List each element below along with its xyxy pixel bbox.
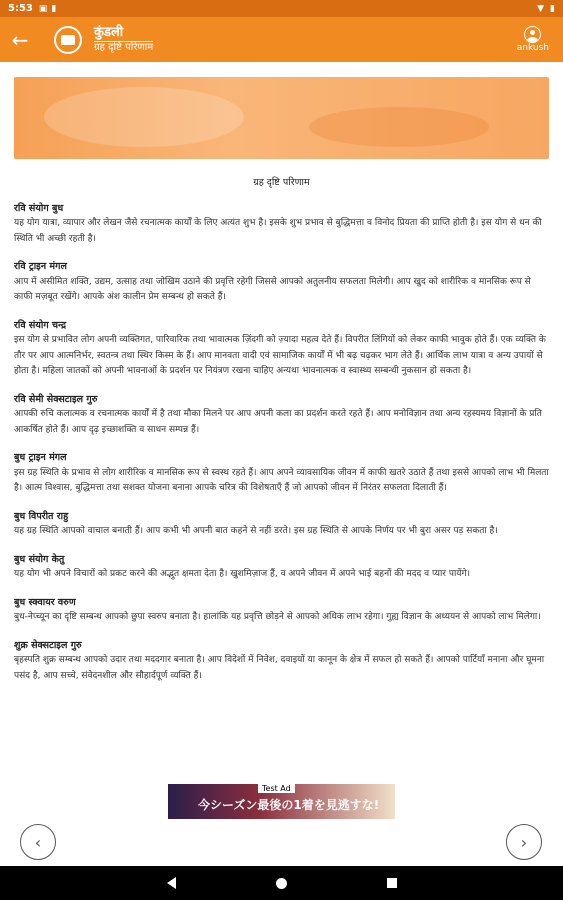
section-text: आप में असीमित शक्ति, उद्यम, उत्साह तथा जोखिम उठाने की प्रवृत्ति रहेगी जिससे आपको अतुलनीय सफलता मिलेगी। आप खुद को शारीरिक व मानसिक रूप से काफी मज़बूत रखेंगे। आपके अंश कालीन प्रेम सम्बन्ध हो सकते हैं। — [14, 276, 531, 302]
section-title: बुध ट्राइन मंगल — [14, 452, 67, 463]
result-section — [14, 450, 549, 497]
status-bar — [0, 0, 563, 17]
account-circle-icon — [524, 26, 541, 43]
section-text: यह योग भी अपने विचारों को प्रकट करने की अद्भुत क्षमता देता है। खुशमिज़ाज हैं, व अपने जीवन में अपने भाई बहनों की मदद व प्यार पायेंगे। — [14, 569, 470, 579]
user-label: ankush — [516, 43, 549, 53]
content-area[interactable] — [14, 175, 549, 780]
ad-tag: Test Ad — [258, 784, 295, 793]
system-navigation-bar — [0, 866, 563, 900]
section-title: शुक्र सेक्सटाइल गुरु — [14, 639, 82, 651]
back-button[interactable] — [0, 17, 40, 62]
system-home-icon[interactable] — [276, 878, 287, 889]
page-heading: ग्रह दृष्टि परिणाम — [253, 177, 310, 188]
section-text: यह ग्रह स्थिति आपको वाचाल बनाती हैं। आप कभी भी अपनी बात कहने से नहीं डरते। इस ग्रह स्थिति से आपके निर्णय पर भी बुरा असर पड़ सकता है। — [14, 526, 498, 536]
section-title: बुध संयोग केतु — [14, 553, 65, 565]
ad-text: 今シーズン最後の1着を見逃すな! — [198, 798, 380, 812]
section-text: इस ग्रह स्थिति के प्रभाव से लोग शारीरिक व मानसिक रूप से स्वस्थ रहते हैं। आप अपने व्यावसायिक जीवन में काफी खतरे उठाते हैं तथा इससे आपको लाभ भी मिलता है। आत्म विश्वास, बुद्धिमत्ता तथा सशक्त योजना बनाना आपके चरित्र की विशेषताएँ हैं जो आपको जीवन में निरंतर सफलता दिलाती हैं। — [14, 467, 549, 493]
chevron-right-icon: › — [520, 832, 528, 852]
next-page-button[interactable] — [506, 824, 542, 860]
result-section — [14, 318, 549, 380]
battery-icon: ▮ — [550, 3, 555, 14]
result-section — [14, 552, 549, 583]
header-banner-image — [14, 77, 549, 159]
result-section — [14, 392, 549, 439]
file-notification-icon: ▮ — [51, 3, 57, 14]
section-text: बुध-नेप्च्यून का दृष्टि सम्बन्ध आपको छुपा स्वरुप बनाता है। हालांकि यह प्रवृत्ति छोड़ने से आपको अधिक लाभ रहेगा। गुह्य विज्ञान के अध्ययन से आपको लाभ मिलेगा। — [14, 612, 541, 622]
result-section — [14, 638, 549, 685]
wifi-icon: ▼ — [537, 3, 545, 14]
status-time: 5:53 — [8, 3, 33, 14]
section-title: रवि संयोग चन्द्र — [14, 319, 66, 331]
result-section — [14, 201, 549, 248]
system-back-icon[interactable] — [167, 877, 176, 889]
section-text: यह योग यात्रा, व्यापार और लेखन जैसे रचनात्मक कार्यों के लिए अत्यंत शुभ है। इसके शुभ प्रभाव से बुद्धिमत्ता व विनोद प्रियता की प्राप्ति होती है। इस योग से धन की स्थिति भी अच्छी रहती है। — [14, 218, 542, 244]
result-section — [14, 595, 549, 626]
system-recents-icon[interactable] — [387, 878, 397, 888]
section-title: बुध विपरीत राहु — [14, 510, 69, 522]
app-subtitle: ग्रह दृष्टि परिणाम — [94, 42, 154, 54]
section-title: रवि संयोग बुध — [14, 202, 64, 214]
ad-banner[interactable] — [168, 784, 395, 819]
result-section — [14, 259, 549, 306]
chevron-left-icon: ‹ — [34, 832, 42, 852]
gallery-notification-icon: ▣ — [38, 3, 48, 14]
app-bar — [0, 17, 563, 62]
section-title: बुध स्क्वायर वरुण — [14, 596, 76, 608]
section-text: इस योग से प्रभावित लोग अपनी व्यक्तिगत, पारिवारिक तथा भावात्मक ज़िंदगी को ज़्यादा महत्व देते हैं। विपरीत लिंगियों को लेकर काफी भावुक होते हैं। एक व्यक्ति के तौर पर आप आत्मनिर्भर, स्वतन्त्र तथा स्थिर किस्म के हैं। आप मानवता वादी एवं सामाजिक कार्यों में भी बढ़ चढ़कर भाग लेते हैं। आर्थिक लाभ यात्रा व अन्य उपायों से होता है। महिला जातकों को अपनी भावनाओं के प्रदर्शन पर नियंत्रण रखना चाहिए अन्यथा भावनात्मक व स्वास्थ्य सम्बन्धी नुकसान हो सकता है। — [14, 335, 546, 376]
app-logo — [54, 26, 82, 54]
section-title: रवि ट्राइन मंगल — [14, 261, 67, 272]
user-account-button[interactable] — [517, 26, 549, 53]
app-title: कुंडली — [94, 26, 153, 42]
previous-page-button[interactable] — [20, 824, 56, 860]
section-title: रवि सेमी सेक्सटाइल गुरु — [14, 393, 98, 405]
section-text: बृहस्पति शुक्र सम्बन्ध आपको उदार तथा मददगार बनाता है। आप विदेशों में निवेश, दवाइयों या कानून के क्षेत्र में सफल हो सकते हैं। आपको पार्टियाँ मनाना और घूमना पसंद है, आप सच्चे, संवेदनशील और सौहार्दपूर्ण व्यक्ति हैं। — [14, 655, 545, 681]
result-section — [14, 509, 549, 540]
section-text: आपकी रुचि कलात्मक व रचनात्मक कार्यों में है तथा मौका मिलने पर आप अपनी कला का प्रदर्शन करते रहते हैं। आप मनोविज्ञान तथा अन्य रहस्यमय विज्ञानों के प्रति आकर्षित होते हैं। आप दृढ़ इच्छाशक्ति व साधन सम्पन्न हैं। — [14, 409, 542, 435]
arrow-left-icon: ← — [11, 27, 29, 52]
